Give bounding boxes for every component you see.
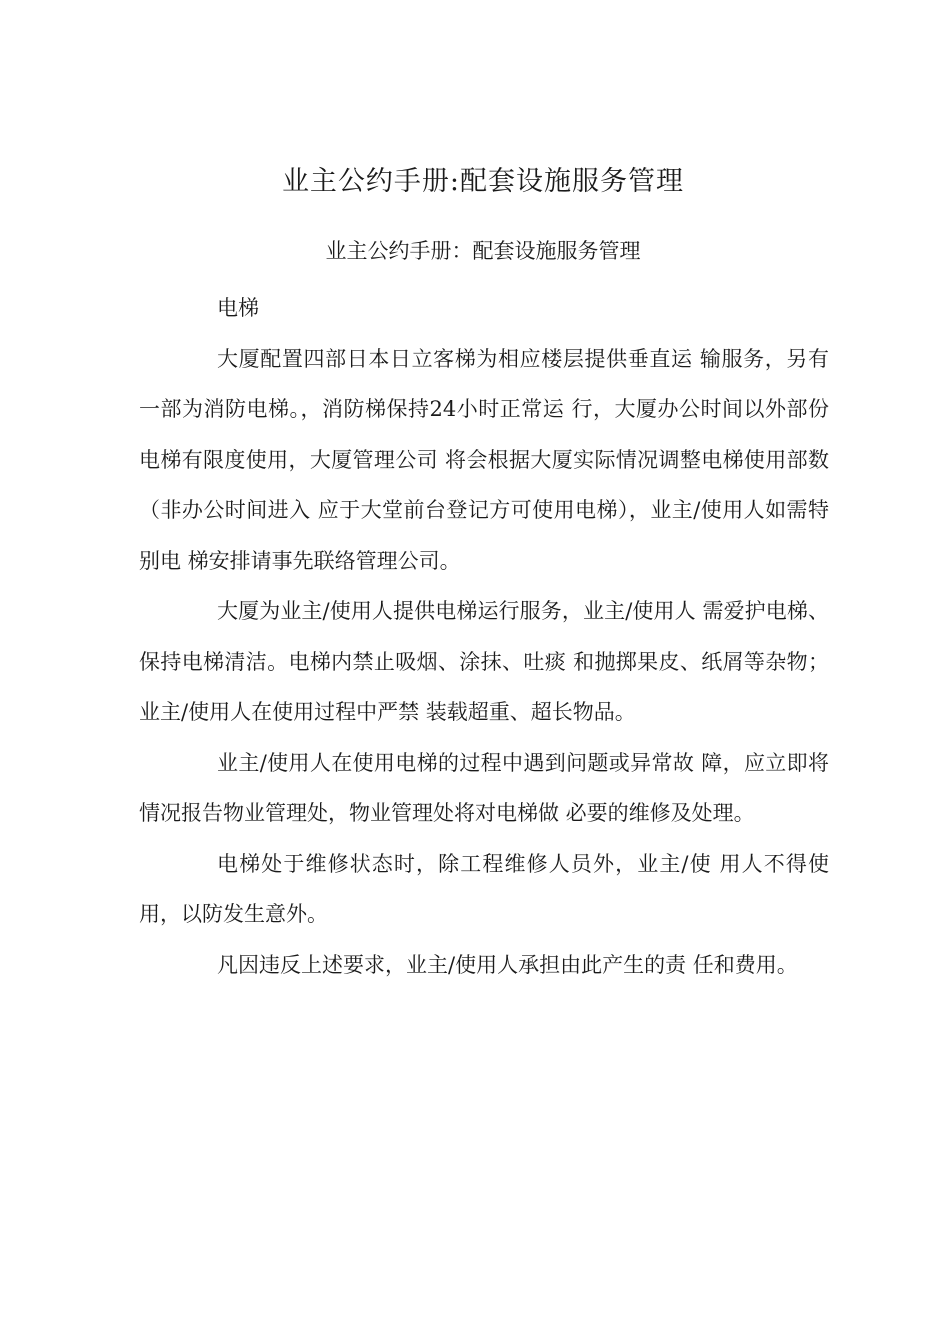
document-title: 业主公约手册:配套设施服务管理 bbox=[281, 166, 685, 197]
paragraph-5: 凡因违反上述要求，业主/使用人承担由此产生的责 任和费用。 bbox=[217, 952, 798, 977]
paragraph-3: 业主/使用人在使用电梯的过程中遇到问题或异常故 障，应立即将情况报告物业管理处，物业管理处将对电梯做 必要的维修及处理。 bbox=[139, 750, 829, 825]
paragraph-4: 电梯处于维修状态时，除工程维修人员外，业主/使 用人不得使用，以防发生意外。 bbox=[139, 851, 829, 926]
section-heading: 电梯 bbox=[217, 296, 259, 320]
paragraph-2: 大厦为业主/使用人提供电梯运行服务，业主/使用人 需爱护电梯、保持电梯清洁。电梯内禁止吸烟、涂抹、吐痰 和抛掷果皮、纸屑等杂物；业主/使用人在使用过程中严禁 装载超重、超长物品。 bbox=[139, 599, 829, 724]
paragraph-1: 大厦配置四部日本日立客梯为相应楼层提供垂直运 输服务，另有一部为消防电梯。，消防梯保持24小时正常运 行，大厦办公时间以外部份电梯有限度使用，大厦管理公司 将会根据大厦实际情况调整电梯使用部数（非办公时间进入 应于大堂前台登记方可使用电梯），业主/使用人如需特别电 梯安排请事先联络管理公司。 bbox=[139, 346, 829, 573]
document-subtitle: 业主公约手册：配套设施服务管理 bbox=[325, 239, 641, 263]
document-body bbox=[139, 283, 829, 990]
